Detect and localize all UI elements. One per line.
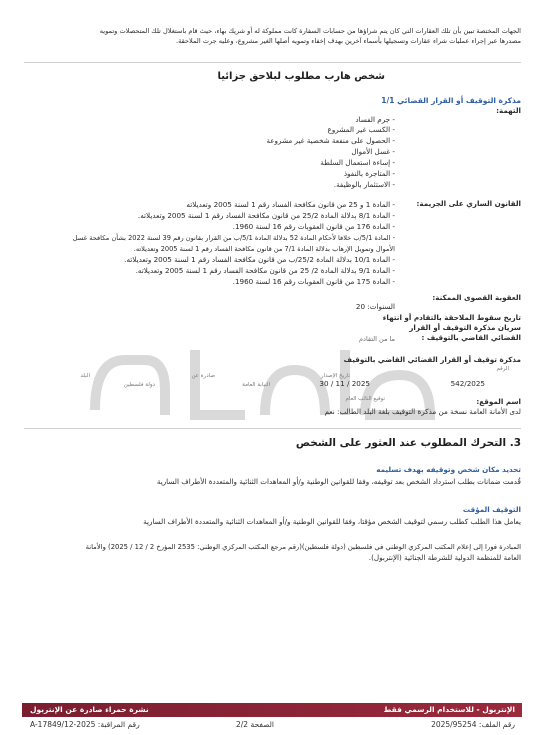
warrant-country: دولة فلسطين: [123, 382, 155, 388]
col-country-label: البلد: [80, 373, 90, 379]
footer-file-number: رقم الملف: 2025/95254: [431, 720, 515, 729]
charge-item: - غسل الأموال: [351, 147, 395, 156]
law-item: - المادة 9/1 بدلالة المادة 2/ 25 من قانون مكافحة الفساد رقم 1 لسنة 2005 وتعديلاته.: [135, 266, 395, 275]
col-date-label: تاريخ الإصدار: [320, 373, 350, 379]
wanted-heading: شخص هارب مطلوب لبلاحق جزائيا: [217, 71, 385, 82]
law-item: الأموال وتمويل الإرهاب بدلالة المادة 7/1 من قانون مكافحة الفساد رقم 1 لسنة 2005 وتعديلاته.: [133, 245, 395, 253]
provisional-title: التوقيف المؤقت: [462, 505, 521, 514]
charge-item: - إساءة استعمال السلطة: [320, 158, 395, 167]
signed-by-label: توقيع النائب العام: [345, 396, 385, 402]
charge-item: - الكسب غير المشروع: [327, 125, 395, 134]
footer-control-ref: A-17849/12-2025 :رقم المراقبة: [30, 720, 140, 729]
col-number-label: الرقم: [496, 366, 509, 372]
charges-label: التهمة:: [496, 106, 521, 115]
law-item: - المادة 1 و 25 من قانون مكافحة الفساد رقم 1 لسنة 2005 وتعديلاته: [186, 200, 395, 209]
law-item: - المادة 10/1 بدلالة المادة 25/2/ب من قانون مكافحة الفساد رقم 1 لسنة 2005 وتعديلاته.: [124, 255, 395, 264]
law-item: - المادة 176 من قانون العقوبات رقم 16 لسنة 1960.: [232, 222, 395, 231]
law-item: - المادة 5/1/ب خلافا لأحكام المادة 52 بدلالة المادة 5/1/ب من القرار بقانون رقم 39 لسنة 2022 بشأن مكافحة غسل: [72, 234, 395, 242]
locate-text: قُدمت ضمانات بطلب استرداد الشخص بعد توقيفه، وفقا للقوانين الوطنية و/أو المعاهدات الثنائية والمتعددة الأطراف السارية: [156, 477, 521, 486]
judicial-label: القضائي القاضي بالتوقيف :: [421, 333, 521, 342]
time-bar-label: تاريخ سقوط الملاحقة بالتقادم أو انتهاء: [382, 313, 521, 322]
contact-line-1: المبادرة فورا إلى إعلام المكتب المركزي الوطني في فلسطين (دولة فلسطين)(رقم مرجع المكتب المركزي الوطني: 2535 المؤرخ 2 / 12 / 2025) والأمانة: [85, 543, 521, 551]
intro-line-2: مصدرها عبر إجراء عمليات شراء عقارات وتسجيلها بأسماء آخرين بهدف إخفاء وتمويه أصلها الغير مشروع، وعليه جرت الملاحقة.: [176, 37, 521, 45]
charge-item: - الاستثمار بالوظيفة.: [333, 180, 395, 189]
max-penalty-label: العقوبة القصوى الممكنة:: [432, 293, 521, 302]
warrant-info-title: مذكرة توقيف أو القرار القضائي القاضي بالتوقيف: [343, 355, 521, 364]
max-penalty-value: السنوات: 20: [355, 302, 395, 311]
contact-line-2: العامة للمنظمة الدولية للشرطة الجنائية (الإنتربول).: [368, 553, 521, 562]
provisional-text: يعامل هذا الطلب كطلب رسمي لتوقيف الشخص مؤقتا، وفقا للقوانين الوطنية و/أو المعاهدات الثنائية والمتعددة الأطراف السارية: [143, 517, 521, 526]
footer-notice-right: الإنتربول - للاستخدام الرسمي فقط: [383, 705, 515, 714]
law-item: - المادة 8/1 بدلالة المادة 25/2 من قانون مكافحة الفساد رقم 1 لسنة 2005 وتعديلاته.: [137, 211, 395, 220]
footer-page-number: الصفحة 2/2: [236, 720, 274, 729]
warrant-number: 542/2025: [450, 379, 485, 388]
warrant-date: 2025 / 11 / 30: [319, 379, 370, 388]
section-divider: [24, 428, 521, 429]
signature-text: لدى الأمانة العامة نسخة من مذكرة التوقيف بلغة البلد الطالب: نعم: [324, 407, 521, 416]
law-item: - المادة 175 من قانون العقوبات رقم 16 لسنة 1960.: [232, 277, 395, 286]
locate-title: تحديد مكان شخص وتوقيفه بهدف تسليمه: [376, 465, 521, 474]
col-issuer-label: صادرة عن: [191, 373, 215, 379]
action-heading: 3. التحرك المطلوب عند العثور على الشخص: [295, 437, 521, 449]
intro-line-1: الجهات المختصة تبين بأن تلك العقارات التي كان يتم شراؤها من حسابات السفارة كانت مملوكة له أو شريك بهاء، حيث قام باستغلال تلك المتحصلات وتمويه: [99, 27, 521, 35]
charge-item: - جرم الفساد: [355, 115, 395, 124]
charge-item: - الحصول على منفعة شخصية غير مشروعة: [266, 136, 395, 145]
validity-label: سريان مذكرة التوقيف أو القرار: [409, 323, 521, 332]
warrant-title: مذكرة التوقيف أو القرار القضائي 1/1: [381, 96, 521, 105]
charge-item: - المتاجرة بالنفوذ: [343, 169, 395, 178]
footer-notice-left: نشرة حمراء صادرة عن الإنتربول: [30, 705, 149, 714]
warrant-issuer: النيابة العامة: [242, 382, 270, 388]
law-label: القانون الساري على الجريمة:: [416, 199, 521, 208]
signature-label: اسم الموقع:: [476, 397, 521, 406]
judicial-value: ما من التقادم: [359, 335, 395, 343]
section-divider: [24, 62, 521, 63]
